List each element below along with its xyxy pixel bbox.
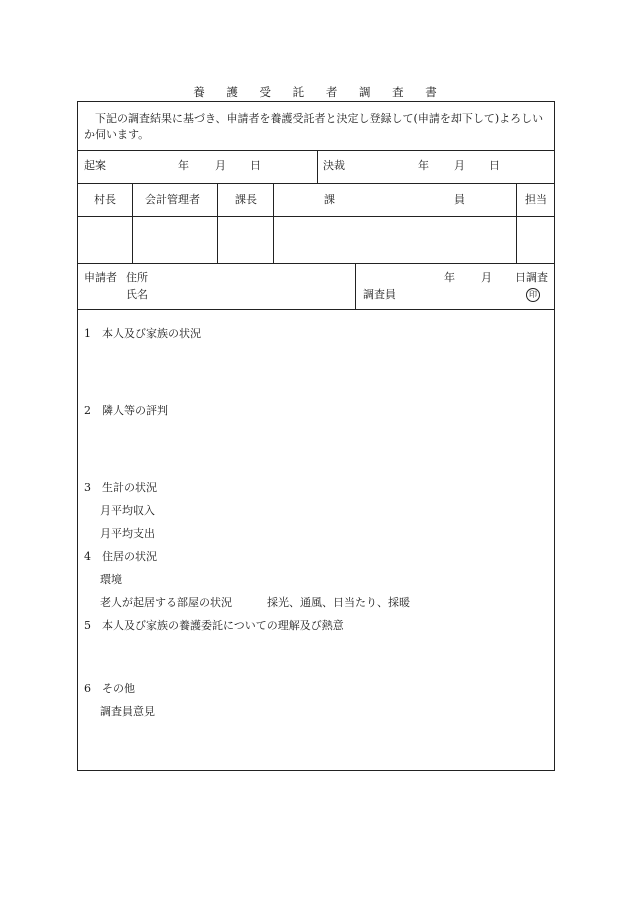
applicant-label: 申請者 bbox=[84, 271, 117, 284]
divider bbox=[78, 150, 554, 151]
room-condition-items: 採光、通風、日当たり、採暖 bbox=[267, 596, 410, 609]
section-6: 6 その他 bbox=[84, 682, 135, 695]
investigator-label: 調査員 bbox=[363, 288, 396, 301]
kian-month: 月 bbox=[215, 159, 226, 172]
divider bbox=[78, 263, 554, 264]
room-condition-label: 老人が起居する部屋の状況 bbox=[100, 596, 232, 609]
divider bbox=[516, 183, 517, 263]
kian-day: 日 bbox=[250, 159, 261, 172]
tanto-header: 担当 bbox=[525, 193, 547, 206]
kessai-label: 決裁 bbox=[323, 159, 345, 172]
intro-text: 下記の調査結果に基づき、申請者を養護受託者と決定し登録して(申請を却下して)よろしいか伺います。 bbox=[84, 112, 544, 141]
divider bbox=[273, 183, 274, 263]
section-5: 5 本人及び家族の養護委託についての理解及び熱意 bbox=[84, 619, 344, 632]
divider bbox=[78, 216, 554, 217]
kian-year: 年 bbox=[178, 159, 189, 172]
divider bbox=[217, 183, 218, 263]
kaikei-header: 会計管理者 bbox=[145, 193, 200, 206]
divider bbox=[78, 309, 554, 310]
kacho-header: 課長 bbox=[235, 193, 257, 206]
monthly-expense: 月平均支出 bbox=[100, 527, 155, 540]
survey-day-label: 日調査 bbox=[515, 271, 548, 284]
section-1: 1 本人及び家族の状況 bbox=[84, 327, 201, 340]
survey-year: 年 bbox=[444, 271, 455, 284]
kessai-year: 年 bbox=[418, 159, 429, 172]
divider bbox=[132, 183, 133, 263]
divider bbox=[317, 150, 318, 183]
kessai-month: 月 bbox=[454, 159, 465, 172]
seal-mark: 印 bbox=[526, 288, 540, 302]
survey-month: 月 bbox=[481, 271, 492, 284]
divider bbox=[78, 183, 554, 184]
in-header: 員 bbox=[454, 193, 465, 206]
section-3: 3 生計の状況 bbox=[84, 481, 157, 494]
address-label: 住所 bbox=[126, 271, 148, 284]
divider bbox=[355, 263, 356, 309]
ka-header: 課 bbox=[324, 193, 335, 206]
section-2: 2 隣人等の評判 bbox=[84, 404, 168, 417]
name-label: 氏名 bbox=[126, 288, 148, 301]
environment-label: 環境 bbox=[100, 573, 122, 586]
investigator-opinion: 調査員意見 bbox=[100, 705, 155, 718]
kessai-day: 日 bbox=[489, 159, 500, 172]
soncho-header: 村長 bbox=[94, 193, 116, 206]
section-4: 4 住居の状況 bbox=[84, 550, 157, 563]
monthly-income: 月平均収入 bbox=[100, 504, 155, 517]
survey-form bbox=[77, 101, 555, 771]
document-title: 養 護 受 託 者 調 査 書 bbox=[193, 85, 446, 99]
kian-label: 起案 bbox=[84, 159, 106, 172]
